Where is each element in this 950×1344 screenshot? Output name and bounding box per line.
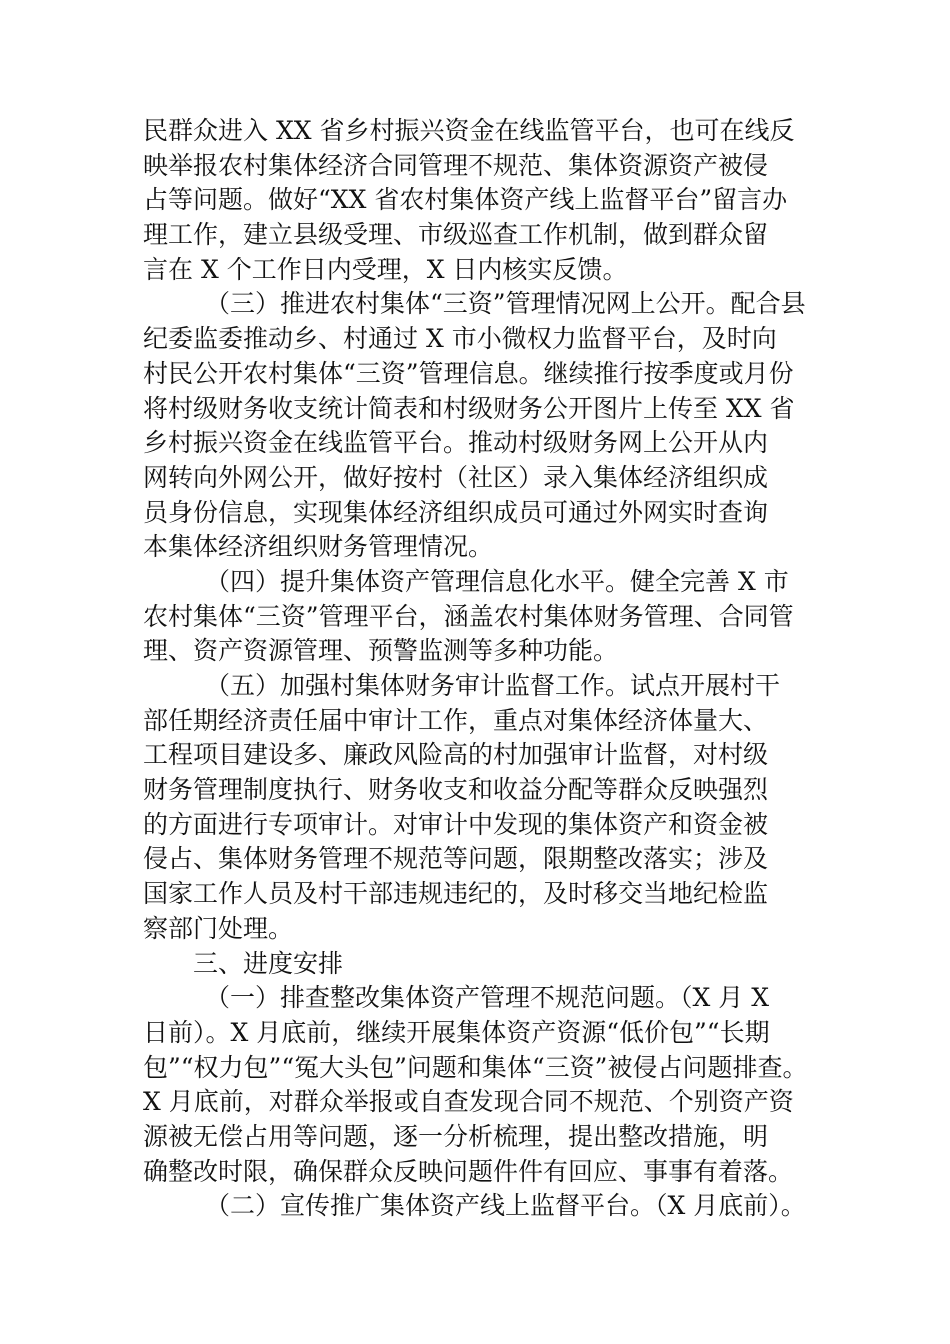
text-line: 言在 X 个工作日内受理，X 日内核实反馈。	[143, 254, 628, 284]
text-line: 将村级财务收支统计简表和村级财务公开图片上传至 XX 省	[143, 393, 795, 423]
text-line: （五）加强村集体财务审计监督工作。试点开展村干	[205, 671, 781, 700]
text-line: 确整改时限，确保群众反映问题件件有回应、事事有着落。	[143, 1156, 794, 1186]
text-line: 乡村振兴资金在线监管平台。推动村级财务网上公开从内	[143, 428, 769, 458]
text-line: 财务管理制度执行、财务收支和收益分配等群众反映强烈	[143, 775, 769, 805]
text-line: （三）推进农村集体“三资”管理情况网上公开。配合县	[205, 289, 806, 319]
text-line: 本集体经济组织财务管理情况。	[143, 532, 494, 562]
text-line: 农村集体“三资”管理平台，涵盖农村集体财务管理、合同管	[143, 601, 794, 631]
text-line: 部任期经济责任届中审计工作，重点对集体经济体量大、	[143, 705, 769, 735]
text-line: 日前）。X 月底前，继续开展集体资产资源“低价包”“长期	[143, 1017, 770, 1047]
document-body	[143, 114, 823, 1224]
text-line: 工程项目建设多、廉政风险高的村加强审计监督，对村级	[143, 740, 769, 770]
text-line: 包”“权力包”“冤大头包”问题和集体“三资”被侵占问题排查。	[143, 1052, 808, 1082]
text-line: 占等问题。做好“XX 省农村集体资产线上监督平台”留言办	[143, 185, 788, 215]
text-line: 民群众进入 XX 省乡村振兴资金在线监管平台，也可在线反	[143, 116, 795, 145]
text-line: X 月底前，对群众举报或自查发现合同不规范、个别资产资	[143, 1087, 794, 1117]
text-line: 映举报农村集体经济合同管理不规范、集体资源资产被侵	[143, 150, 769, 180]
text-line: 察部门处理。	[143, 913, 294, 943]
text-line: 的方面进行专项审计。对审计中发现的集体资产和资金被	[143, 809, 769, 839]
text-line: 员身份信息，实现集体经济组织成员可通过外网实时查询	[143, 497, 769, 527]
text-line: 理、资产资源管理、预警监测等多种功能。	[143, 636, 619, 666]
text-line: （二）宣传推广集体资产线上监督平台。（X 月底前）。	[205, 1191, 806, 1221]
text-line: （四）提升集体资产管理信息化水平。健全完善 X 市	[205, 566, 789, 596]
text-line: 侵占、集体财务管理不规范等问题，限期整改落实；涉及	[143, 844, 769, 874]
text-line: 纪委监委推动乡、村通过 X 市小微权力监督平台，及时向	[143, 324, 777, 354]
text-line: 网转向外网公开，做好按村（社区）录入集体经济组织成	[143, 462, 769, 492]
text-line: 村民公开农村集体“三资”管理信息。继续推行按季度或月份	[143, 358, 794, 388]
text-line: （一）排查整改集体资产管理不规范问题。（X 月 X	[205, 983, 769, 1013]
text-line: 理工作，建立县级受理、市级巡查工作机制，做到群众留	[143, 220, 769, 250]
text-line: 国家工作人员及村干部违规违纪的，及时移交当地纪检监	[143, 879, 769, 909]
section-heading: 三、进度安排	[193, 948, 344, 978]
text-line: 源被无偿占用等问题，逐一分析梳理，提出整改措施，明	[143, 1121, 769, 1151]
